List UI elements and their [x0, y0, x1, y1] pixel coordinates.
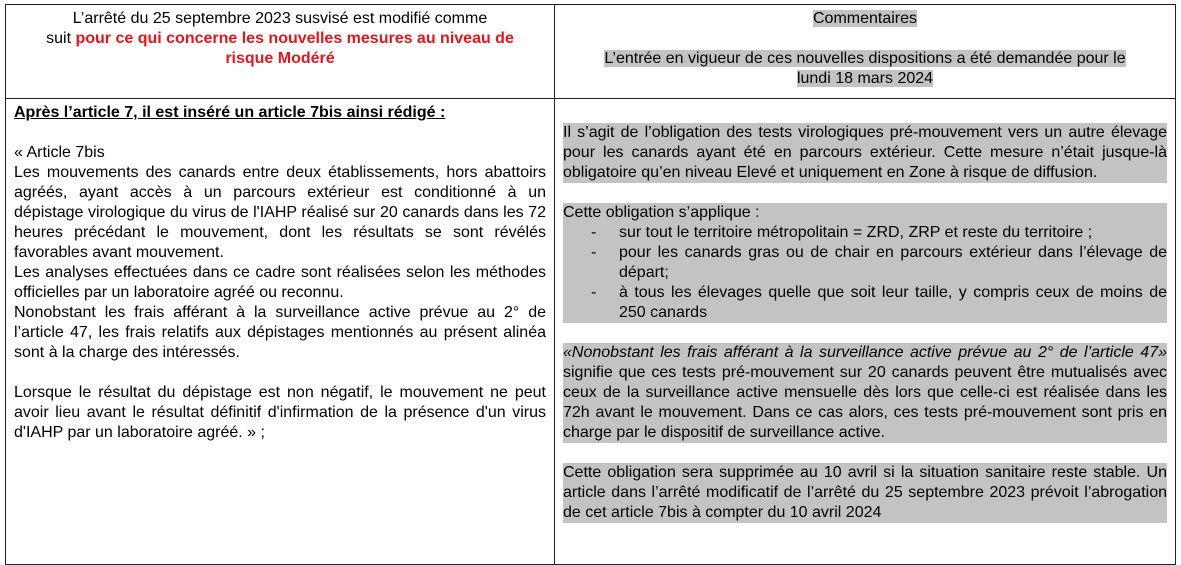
comparison-table	[5, 4, 1176, 565]
list-item	[563, 243, 1167, 283]
right-para-1: Il s’agit de l’obligation des tests virologiques pré-mouvement vers un autre élevage pour les canards ayant été en parcours extérieur. Cette mesure n’était jusque-là obligatoire qu’en niveau Elevé et uniquement en Zone à risque de diffusion.	[563, 124, 1167, 181]
list-dash: -	[591, 244, 597, 261]
left-para-1: Les mouvements des canards entre deux établissements, hors abattoirs agréés, ayant accès à un parcours extérieur est conditionné à un dépistage virologique du virus de l'IAHP réalisé sur 20 canards dans les 72 heures précédant le mouvement, dont les résultats se sont révélés favorables avant mouvement.	[14, 164, 546, 261]
left-para-2: Les analyses effectuées dans ce cadre sont réalisées selon les méthodes officielles par un laboratoire agréé ou reconnu.	[14, 264, 546, 301]
header-right-cell	[555, 5, 1176, 99]
header-right-line1: L’entrée en vigueur de ces nouvelles dispositions a été demandée pour le	[604, 50, 1126, 67]
article-heading: Après l’article 7, il est inséré un article 7bis ainsi rédigé :	[14, 104, 446, 121]
header-left-line1: L’arrêté du 25 septembre 2023 susvisé est modifié comme	[72, 10, 488, 27]
list-item	[563, 283, 1167, 323]
obligation-list	[563, 223, 1167, 323]
header-left-red-2: risque Modéré	[225, 50, 335, 67]
header-left-cell	[6, 5, 555, 99]
right-body-cell	[555, 99, 1176, 565]
right-para-3: Cette obligation sera supprimée au 10 avril si la situation sanitaire reste stable. Un article dans l’arrêté modificatif de l’arrêté du 25 septembre 2023 prévoit l’abrogation de cet article 7bis à compter du 10 avril 2024	[563, 464, 1167, 521]
list-item-text: sur tout le territoire métropolitain = ZRD, ZRP et reste du territoire ;	[619, 224, 1093, 241]
article-label: « Article 7bis	[14, 144, 105, 161]
list-item-text: à tous les élevages quelle que soit leur taille, y compris ceux de moins de 250 canards	[619, 284, 1167, 321]
list-intro: Cette obligation s’applique :	[563, 203, 1167, 223]
left-para-4: Lorsque le résultat du dépistage est non négatif, le mouvement ne peut avoir lieu avant le résultat définitif d'infirmation de la présence d'un virus d'IAHP par un laboratoire agréé. » ;	[14, 384, 546, 441]
right-para-2	[563, 343, 1167, 443]
left-para-3: Nonobstant les frais afférant à la surveillance active prévue au 2° de l’article 47, les frais relatifs aux dépistages mentionnés au présent alinéa sont à la charge des intéressés.	[14, 304, 546, 361]
header-right-line2: lundi 18 mars 2024	[796, 70, 934, 87]
list-item	[563, 223, 1167, 243]
header-left-plain: suit	[46, 30, 76, 47]
list-dash: -	[591, 224, 597, 241]
list-item-text: pour les canards gras ou de chair en parcours extérieur dans l’élevage de départ;	[619, 244, 1167, 281]
right-para-2-rest: signifie que ces tests pré-mouvement sur 20 canards peuvent être mutualisés avec ceux de la surveillance active mensuelle dès lors que celle-ci est réalisée dans les 72h avant le mouvement. Dans ce cas alors, ces tests pré-mouvement sont pris en charge par le dispositif de surveillance active.	[563, 364, 1167, 441]
comments-title: Commentaires	[812, 10, 918, 27]
header-left-red-1: pour ce qui concerne les nouvelles mesures au niveau de	[75, 30, 514, 47]
right-para-2-italic: «Nonobstant les frais afférant à la surveillance active prévue au 2° de l’article 47»	[563, 344, 1167, 361]
left-body-cell	[6, 99, 555, 565]
list-dash: -	[591, 284, 597, 301]
